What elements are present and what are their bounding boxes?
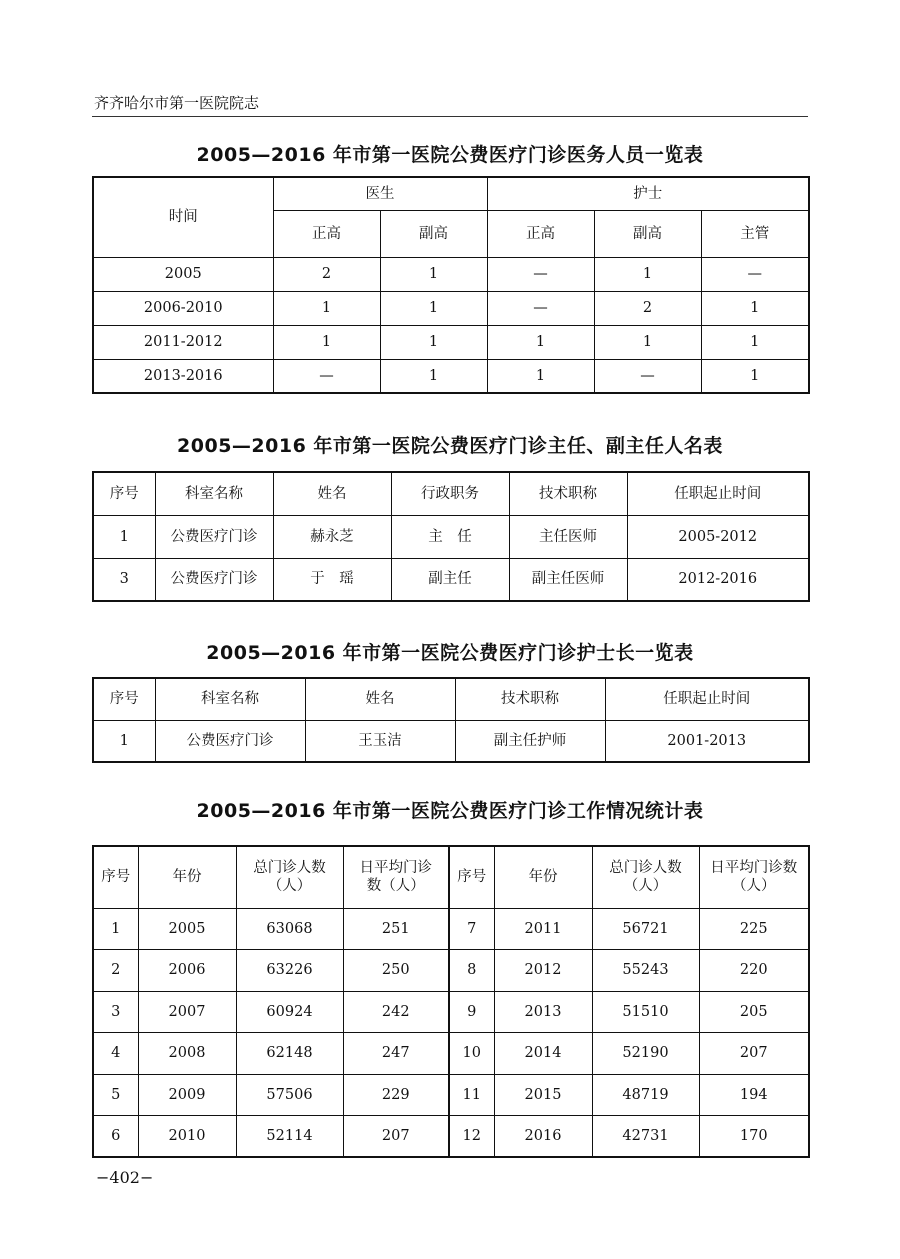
table-cell: 2005 xyxy=(138,908,236,950)
running-header xyxy=(92,88,808,117)
col-header: 年份 xyxy=(494,846,592,908)
table-cell: 8 xyxy=(449,950,494,992)
table-cell: 1 xyxy=(380,325,487,359)
table-cell: 48719 xyxy=(592,1074,699,1116)
table-cell: 225 xyxy=(699,908,809,950)
table4-title: 2005—2016 年市第一医院公费医疗门诊工作情况统计表 xyxy=(196,800,704,822)
table-cell: 2015 xyxy=(494,1074,592,1116)
table-cell: — xyxy=(273,359,380,393)
table-cell: 1 xyxy=(273,325,380,359)
table-cell: 52114 xyxy=(236,1116,343,1158)
col-header: 序号 xyxy=(93,846,138,908)
table-cell: 2013-2016 xyxy=(93,359,273,393)
table-cell: 2 xyxy=(273,257,380,291)
table-cell: 194 xyxy=(699,1074,809,1116)
table-cell: 于 瑶 xyxy=(273,558,391,601)
table-row xyxy=(93,908,809,950)
table-cell: 170 xyxy=(699,1116,809,1158)
table-cell: 1 xyxy=(487,325,594,359)
table-cell: 207 xyxy=(699,1033,809,1075)
workload-table xyxy=(92,845,810,1158)
table-cell: 1 xyxy=(701,291,809,325)
table-row xyxy=(93,1074,809,1116)
col-header: 任职起止时间 xyxy=(605,678,809,720)
table-row xyxy=(93,991,809,1033)
table-cell: 2006 xyxy=(138,950,236,992)
table-cell: 1 xyxy=(380,291,487,325)
page-number: −402− xyxy=(96,1168,154,1187)
table2-title: 2005—2016 年市第一医院公费医疗门诊主任、副主任人名表 xyxy=(177,435,723,457)
table-row xyxy=(93,1116,809,1158)
table-cell: 公费医疗门诊 xyxy=(155,515,273,558)
table-cell: — xyxy=(594,359,701,393)
table-cell: 3 xyxy=(93,991,138,1033)
table-cell: 205 xyxy=(699,991,809,1033)
nurse-group-header: 护士 xyxy=(487,177,809,210)
col-header: 总门诊人数（人） xyxy=(236,846,343,908)
table-cell: 242 xyxy=(343,991,449,1033)
book-title: 齐齐哈尔市第一医院院志 xyxy=(94,94,260,112)
col-header: 科室名称 xyxy=(155,472,273,515)
table-cell: 251 xyxy=(343,908,449,950)
table-row xyxy=(93,291,809,325)
table-cell: 229 xyxy=(343,1074,449,1116)
table-cell: 2008 xyxy=(138,1033,236,1075)
col-header: 任职起止时间 xyxy=(627,472,809,515)
table3-title: 2005—2016 年市第一医院公费医疗门诊护士长一览表 xyxy=(206,642,694,664)
table-row xyxy=(93,1033,809,1075)
table-cell: 1 xyxy=(380,359,487,393)
table-cell: 1 xyxy=(380,257,487,291)
col-header: 总门诊人数（人） xyxy=(592,846,699,908)
table-cell: 1 xyxy=(594,325,701,359)
table-row xyxy=(93,515,809,558)
col-header: 日平均门诊数（人） xyxy=(699,846,809,908)
table-cell: 副主任护师 xyxy=(455,720,605,762)
table-row xyxy=(93,359,809,393)
table-cell: 2012-2016 xyxy=(627,558,809,601)
col-header: 序号 xyxy=(93,472,155,515)
doctor-group-header: 医生 xyxy=(273,177,487,210)
table-cell: 1 xyxy=(487,359,594,393)
table-cell: 赫永芝 xyxy=(273,515,391,558)
table-cell: 207 xyxy=(343,1116,449,1158)
table-cell: 3 xyxy=(93,558,155,601)
col-header: 日平均门诊数（人） xyxy=(343,846,449,908)
table-cell: 63226 xyxy=(236,950,343,992)
table-cell: 副主任 xyxy=(391,558,509,601)
table-cell: 12 xyxy=(449,1116,494,1158)
table-cell: 1 xyxy=(594,257,701,291)
table-cell: 1 xyxy=(93,908,138,950)
col-header: 姓名 xyxy=(305,678,455,720)
col-header: 主管 xyxy=(701,210,809,257)
col-header: 行政职务 xyxy=(391,472,509,515)
col-header: 正高 xyxy=(273,210,380,257)
table-cell: 2013 xyxy=(494,991,592,1033)
table-cell: 公费医疗门诊 xyxy=(155,720,305,762)
table-cell: 55243 xyxy=(592,950,699,992)
table1-title: 2005—2016 年市第一医院公费医疗门诊医务人员一览表 xyxy=(196,144,704,166)
table-cell: 1 xyxy=(701,325,809,359)
head-nurse-table xyxy=(92,677,810,763)
staff-table xyxy=(92,176,810,394)
table-cell: 56721 xyxy=(592,908,699,950)
table-cell: 2 xyxy=(93,950,138,992)
table-cell: 5 xyxy=(93,1074,138,1116)
table-cell: 2014 xyxy=(494,1033,592,1075)
table-cell: 2012 xyxy=(494,950,592,992)
table-cell: 主 任 xyxy=(391,515,509,558)
table-cell: 1 xyxy=(273,291,380,325)
table-cell: 4 xyxy=(93,1033,138,1075)
table-cell: 2011-2012 xyxy=(93,325,273,359)
col-header: 技术职称 xyxy=(509,472,627,515)
table-cell: 主任医师 xyxy=(509,515,627,558)
time-header: 时间 xyxy=(93,177,273,257)
table-cell: — xyxy=(487,257,594,291)
table-cell: 10 xyxy=(449,1033,494,1075)
table-cell: 公费医疗门诊 xyxy=(155,558,273,601)
table-cell: 2006-2010 xyxy=(93,291,273,325)
col-header: 科室名称 xyxy=(155,678,305,720)
table-cell: 2011 xyxy=(494,908,592,950)
table-cell: 2005 xyxy=(93,257,273,291)
table-cell: 2001-2013 xyxy=(605,720,809,762)
col-header: 技术职称 xyxy=(455,678,605,720)
table-row xyxy=(93,950,809,992)
table-row xyxy=(93,720,809,762)
table-cell: 42731 xyxy=(592,1116,699,1158)
table-cell: 1 xyxy=(93,720,155,762)
table-cell: 57506 xyxy=(236,1074,343,1116)
col-header: 姓名 xyxy=(273,472,391,515)
col-header: 副高 xyxy=(594,210,701,257)
table-cell: 1 xyxy=(701,359,809,393)
table-cell: 2016 xyxy=(494,1116,592,1158)
table-cell: 62148 xyxy=(236,1033,343,1075)
col-header: 正高 xyxy=(487,210,594,257)
table-cell: 9 xyxy=(449,991,494,1033)
table-cell: 2009 xyxy=(138,1074,236,1116)
table-cell: 51510 xyxy=(592,991,699,1033)
table-cell: 副主任医师 xyxy=(509,558,627,601)
director-table xyxy=(92,471,810,602)
table-cell: — xyxy=(487,291,594,325)
col-header: 年份 xyxy=(138,846,236,908)
table-row xyxy=(93,325,809,359)
table-cell: 王玉洁 xyxy=(305,720,455,762)
col-header: 序号 xyxy=(449,846,494,908)
table-cell: 6 xyxy=(93,1116,138,1158)
table-row xyxy=(93,558,809,601)
col-header: 副高 xyxy=(380,210,487,257)
table-cell: 2005-2012 xyxy=(627,515,809,558)
table-cell: 2 xyxy=(594,291,701,325)
table-cell: 11 xyxy=(449,1074,494,1116)
table-cell: 1 xyxy=(93,515,155,558)
table-cell: 2010 xyxy=(138,1116,236,1158)
table-cell: 60924 xyxy=(236,991,343,1033)
col-header: 序号 xyxy=(93,678,155,720)
table-cell: 220 xyxy=(699,950,809,992)
table-cell: 63068 xyxy=(236,908,343,950)
table-row xyxy=(93,257,809,291)
table-cell: 247 xyxy=(343,1033,449,1075)
table-cell: 250 xyxy=(343,950,449,992)
table-cell: — xyxy=(701,257,809,291)
table-cell: 7 xyxy=(449,908,494,950)
table-cell: 52190 xyxy=(592,1033,699,1075)
table-cell: 2007 xyxy=(138,991,236,1033)
